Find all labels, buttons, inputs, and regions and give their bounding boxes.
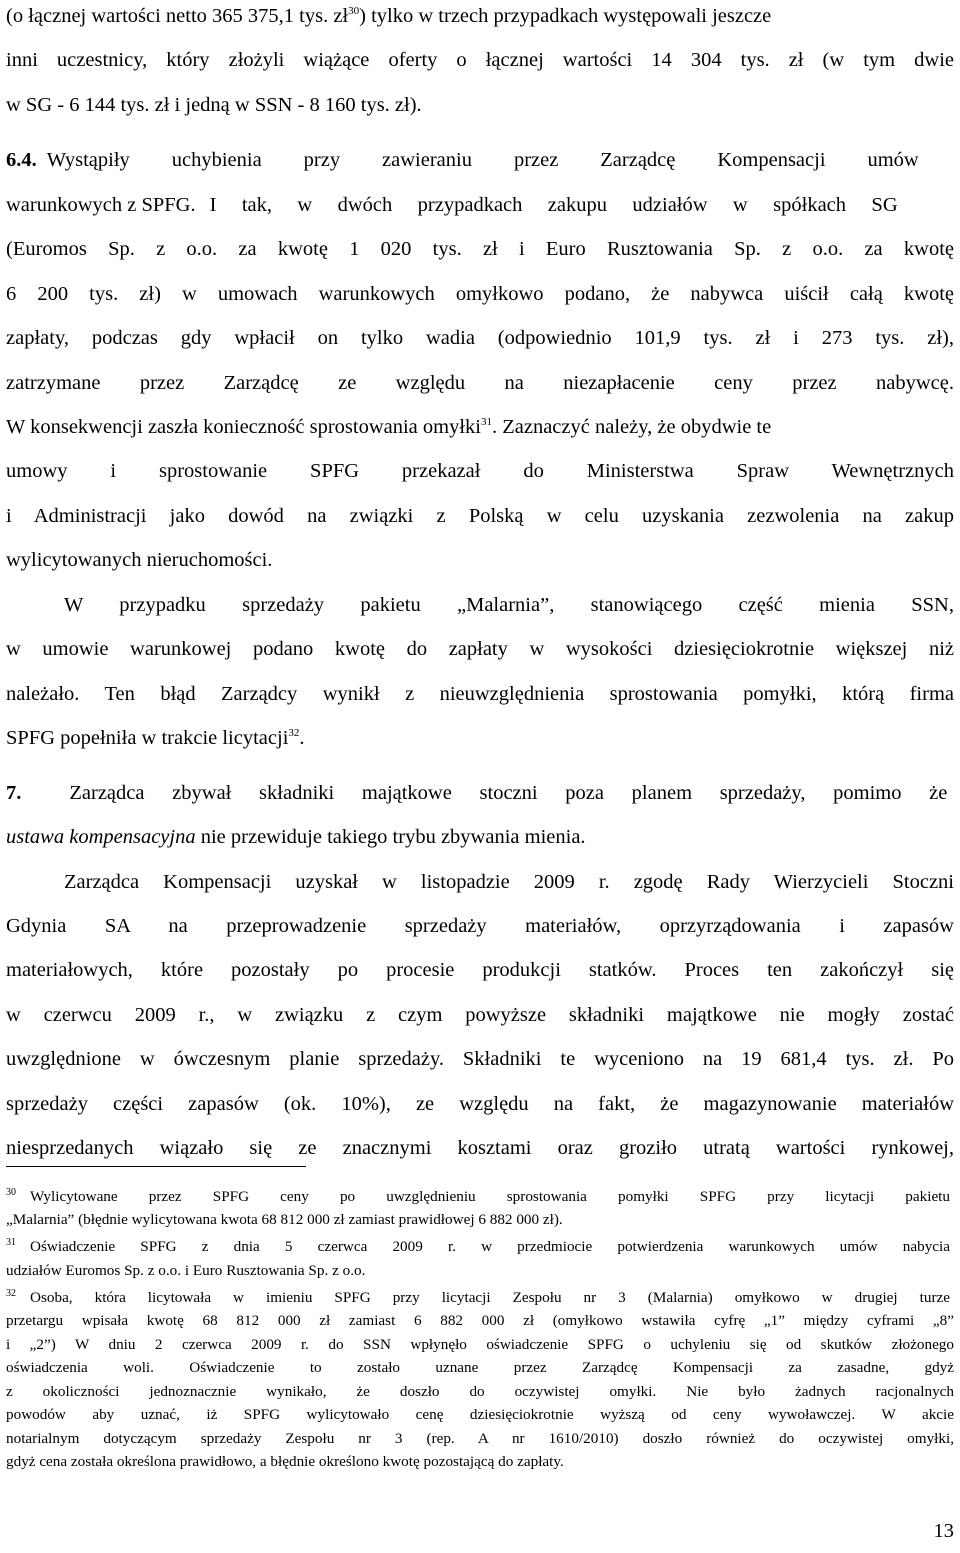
footnote-line: z okoliczności jednoznacznie wynikało, że doszło do oczywistej omyłki. Nie było żadnych racjonalnych xyxy=(6,1383,954,1400)
footnote-line: „Malarnia” (błędnie wylicytowana kwota 68 812 000 zł zamiast prawidłowej 6 882 000 zł). xyxy=(6,1211,563,1228)
body-line: Gdynia SA na przeprowadzenie sprzedaży materiałów, oprzyrządowania i zapasów xyxy=(6,915,954,937)
text: Wystąpiły uchybienia przy zawieraniu przez Zarządcę Kompensacji umów xyxy=(46,149,919,171)
body-line xyxy=(6,726,954,750)
paragraph-start-line xyxy=(6,870,954,894)
text: Zarządca zbywał składniki majątkowe stoczni poza planem sprzedaży, pomimo że xyxy=(69,782,948,804)
footnote-line: notarialnym dotyczącym sprzedaży Zespołu nr 3 (rep. A nr 1610/2010) doszło również do oczywistej omyłki, xyxy=(6,1430,954,1447)
text: W konsekwencji zaszła konieczność sprostowania omyłki xyxy=(6,416,481,438)
footnote-line: powodów aby uznać, iż SPFG wylicytowało cenę dziesięciokrotnie wyższą od ceny wywoławczej. W akcie xyxy=(6,1406,954,1423)
body-line: 6 200 tys. zł) w umowach warunkowych omyłkowo podano, że nabywca uiścił całą kwotę xyxy=(6,283,954,305)
page-number: 13 xyxy=(933,1520,954,1542)
body-line: inni uczestnicy, który złożyli wiążące oferty o łącznej wartości 14 304 tys. zł (w tym dwie xyxy=(6,49,954,71)
footnote-line: oświadczenia woli. Oświadczenie to zostało uznane przez Zarządcę Kompensacji za zasadne, gdyż xyxy=(6,1359,954,1376)
footnote-line: przetargu wpisała kwotę 68 812 000 zł zamiast 6 882 000 zł (omyłkowo wstawiła cyfrę „1” między cyframi „8” xyxy=(6,1312,954,1329)
text: Osoba, która licytowała w imieniu SPFG przy licytacji Zespołu nr 3 (Malarnia) omyłkowo w drugiej turze xyxy=(30,1289,950,1306)
body-line: w umowie warunkowej podano kwotę do zapłaty w wysokości dziesięciokrotnie większej niż xyxy=(6,638,954,660)
text: Zarządca Kompensacji uzyskał w listopadzie 2009 r. zgodę Rady Wierzycieli Stoczni xyxy=(64,871,954,893)
footnote-31 xyxy=(6,1238,954,1256)
footnote-number: 32 xyxy=(6,1288,16,1299)
body-line xyxy=(6,193,954,217)
body-line: wylicytowanych nieruchomości. xyxy=(6,549,273,571)
footnote-number: 30 xyxy=(6,1187,16,1198)
text: Wylicytowane przez SPFG ceny po uwzględnieniu sprostowania pomyłki SPFG przy licytacji pakietu xyxy=(30,1188,950,1205)
footnote-ref-32[interactable]: 32 xyxy=(288,727,300,739)
footnote-ref-31[interactable]: 31 xyxy=(480,416,492,428)
footnote-line: i „2”) W dniu 2 czerwca 2009 r. do SSN wpłynęło oświadczenie SPFG o uchyleniu się od skutków złożonego xyxy=(6,1336,954,1353)
body-line: niesprzedanych wiązało się ze znacznymi kosztami oraz groziło utratą wartości rynkowej, xyxy=(6,1137,954,1159)
text: W przypadku sprzedaży pakietu „Malarnia”, stanowiącego część mienia SSN, xyxy=(64,594,954,616)
section-number: 7. xyxy=(6,782,22,804)
body-line: (Euromos Sp. z o.o. za kwotę 1 020 tys. zł i Euro Rusztowania Sp. z o.o. za kwotę xyxy=(6,238,954,260)
section-number: 6.4. xyxy=(6,149,37,171)
footnote-32 xyxy=(6,1289,954,1307)
document-page xyxy=(6,0,954,1553)
body-line: i Administracji jako dowód na związki z Polską w celu uzyskania zezwolenia na zakup xyxy=(6,505,954,527)
footnote-line: gdyż cena została określona prawidłowo, a błędnie określono kwotę pozostającą do zapłaty. xyxy=(6,1453,564,1470)
body-line: w SG - 6 144 tys. zł i jedną w SSN - 8 160 tys. zł). xyxy=(6,94,422,116)
text: Oświadczenie SPFG z dnia 5 czerwca 2009 r. w przedmiocie potwierdzenia warunkowych umów nabycia xyxy=(30,1238,950,1255)
body-line: materiałowych, które pozostały po procesie produkcji statków. Proces ten zakończył się xyxy=(6,959,954,981)
section-6-4-line xyxy=(6,148,954,172)
body-line: w czerwcu 2009 r., w związku z czym powyższe składniki majątkowe nie mogły zostać xyxy=(6,1004,954,1026)
footnote-30 xyxy=(6,1188,954,1206)
text: warunkowych z SPFG. xyxy=(6,194,196,216)
body-line: umowy i sprostowanie SPFG przekazał do Ministerstwa Spraw Wewnętrznych xyxy=(6,460,954,482)
text: (o łącznej wartości netto 365 375,1 tys. zł xyxy=(6,5,349,27)
text: . xyxy=(299,727,305,749)
section-7-line xyxy=(6,781,954,805)
text: I tak, w dwóch przypadkach zakupu udziałów w spółkach SG xyxy=(209,194,898,216)
footnote-ref-30[interactable]: 30 xyxy=(348,5,360,17)
body-line xyxy=(6,415,954,439)
body-line: należało. Ten błąd Zarządcy wynikł z nieuwzględnienia sprostowania pomyłki, którą firma xyxy=(6,683,954,705)
body-line: sprzedaży części zapasów (ok. 10%), ze względu na fakt, że magazynowanie materiałów xyxy=(6,1093,954,1115)
italic-term: ustawa kompensacyjna xyxy=(6,826,196,848)
body-line: zapłaty, podczas gdy wpłacił on tylko wadia (odpowiednio 101,9 tys. zł i 273 tys. zł), xyxy=(6,327,954,349)
text: nie przewiduje takiego trybu zbywania mienia. xyxy=(195,826,586,848)
text: SPFG popełniła w trakcie licytacji xyxy=(6,727,289,749)
paragraph-start-line xyxy=(6,593,954,617)
footnote-line: udziałów Euromos Sp. z o.o. i Euro Rusztowania Sp. z o.o. xyxy=(6,1262,366,1279)
text: ) tylko w trzech przypadkach występowali jeszcze xyxy=(359,5,772,27)
footnote-number: 31 xyxy=(6,1237,16,1248)
body-line xyxy=(6,4,954,28)
text: . Zaznaczyć należy, że obydwie te xyxy=(491,416,772,438)
body-line: uwzględnione w ówczesnym planie sprzedaży. Składniki te wyceniono na 19 681,4 tys. zł. Po xyxy=(6,1048,954,1070)
body-line xyxy=(6,825,954,849)
body-line: zatrzymane przez Zarządcę ze względu na niezapłacenie ceny przez nabywcę. xyxy=(6,372,954,394)
footnote-separator xyxy=(6,1166,306,1167)
